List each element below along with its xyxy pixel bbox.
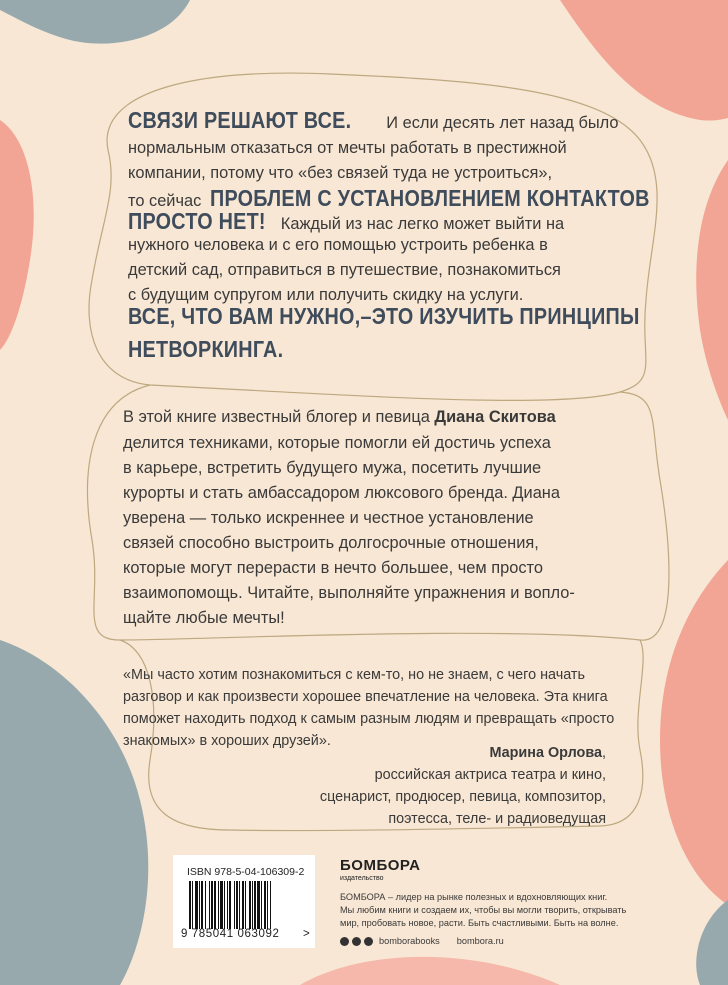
publisher-block: [340, 858, 640, 948]
quote-line: поможет находить подход к самым разным людям и превращать «просто: [123, 711, 615, 727]
description-line: щайте любые мечты!: [123, 609, 285, 627]
intro-line: нужного человека и с его помощью устроить ребенка в: [128, 236, 548, 254]
publisher-description: мир, пробовать новое, расти. Быть счастливыми. Быть на волне.: [340, 917, 619, 928]
author-name: Диана Скитова: [434, 408, 556, 426]
headline-no-problems: ПРОБЛЕМ С УСТАНОВЛЕНИЕМ КОНТАКТОВ: [209, 185, 650, 211]
quote-line: разговор и как произвести хорошее впечатление на человека. Эта книга: [123, 689, 608, 705]
barcode-arrow: >: [303, 928, 310, 940]
instagram-icon[interactable]: [364, 937, 373, 946]
quote-author-name: Марина Орлова: [489, 745, 602, 761]
intro-line: с будущим супругом или получить скидку на услуги.: [128, 286, 524, 304]
facebook-icon[interactable]: [340, 937, 349, 946]
intro-line: нормальным отказаться от мечты работать в престижной: [128, 139, 567, 157]
intro-text: Каждый из нас легко может выйти на: [280, 215, 565, 233]
quote-author-role: сценарист, продюсер, певица, композитор,: [319, 789, 606, 805]
description-line: связей способно выстроить долгосрочные отношения,: [123, 534, 539, 552]
vk-icon[interactable]: [352, 937, 361, 946]
headline-all-you-need: ВСЕ, ЧТО ВАМ НУЖНО,–ЭТО ИЗУЧИТЬ ПРИНЦИПЫ: [128, 303, 640, 329]
slate-blob-bottom-right: [696, 900, 728, 985]
slate-blob-top-left: [0, 0, 190, 44]
isbn-label: ISBN 978-5-04-106309-2: [187, 866, 305, 878]
description-line: в карьере, встретить будущего мужа, посетить лучшие: [123, 459, 542, 477]
barcode-bars: [189, 881, 301, 929]
publisher-subtitle: издательство: [340, 875, 384, 882]
publisher-description: Мы любим книги и создаем их, чтобы вы могли творить, открывать: [340, 904, 627, 915]
headline-networking: НЕТВОРКИНГА.: [128, 336, 284, 362]
quote-author-comma: ,: [602, 745, 606, 761]
quote-author-role: российская актриса театра и кино,: [374, 767, 606, 783]
isbn-barcode: [173, 855, 315, 948]
salmon-blob-left: [0, 120, 34, 350]
description-line: уверена — только искреннее и честное установление: [123, 509, 534, 527]
intro-line: компании, потому что «без связей туда не устроиться»,: [128, 164, 553, 182]
social-handle[interactable]: bomborabooks: [379, 936, 440, 947]
intro-line: детский сад, отправиться в путешествие, познакомиться: [128, 261, 561, 279]
description-line: которые могут перерасти в нечто большее, чем просто: [123, 559, 543, 577]
description-line: курорты и стать амбассадором люксового бренда. Диана: [123, 484, 560, 502]
description-text: В этой книге известный блогер и певица: [123, 408, 430, 426]
quote-author-role: поэтесса, теле- и радиоведущая: [388, 811, 606, 827]
barcode-digits: 9 785041 063092: [181, 928, 280, 940]
quote-line: знакомых» в хороших друзей».: [123, 733, 331, 749]
description-line: взаимопомощь. Читайте, выполняйте упражнения и вопло-: [123, 584, 575, 602]
salmon-blob-top-right: [560, 0, 728, 121]
headline-connections: СВЯЗИ РЕШАЮТ ВСЕ.: [128, 107, 352, 133]
intro-text: то сейчас: [128, 192, 202, 210]
publisher-social-row: [340, 935, 640, 948]
salmon-blob-bottom-right: [660, 560, 728, 905]
publisher-description: БОМБОРА – лидер на рынке полезных и вдохновляющих книг.: [340, 892, 608, 902]
quote-line: «Мы часто хотим познакомиться с кем-то, но не знаем, с чего начать: [123, 667, 585, 683]
description-line: делится техниками, которые помогли ей достичь успеха: [123, 434, 551, 452]
headline-simply-none: ПРОСТО НЕТ!: [128, 208, 266, 234]
publisher-website-link[interactable]: bombora.ru: [456, 936, 504, 947]
intro-text: И если десять лет назад было: [386, 114, 619, 132]
publisher-logo: БОМБОРА: [340, 857, 421, 874]
salmon-blob-bottom: [300, 957, 560, 985]
